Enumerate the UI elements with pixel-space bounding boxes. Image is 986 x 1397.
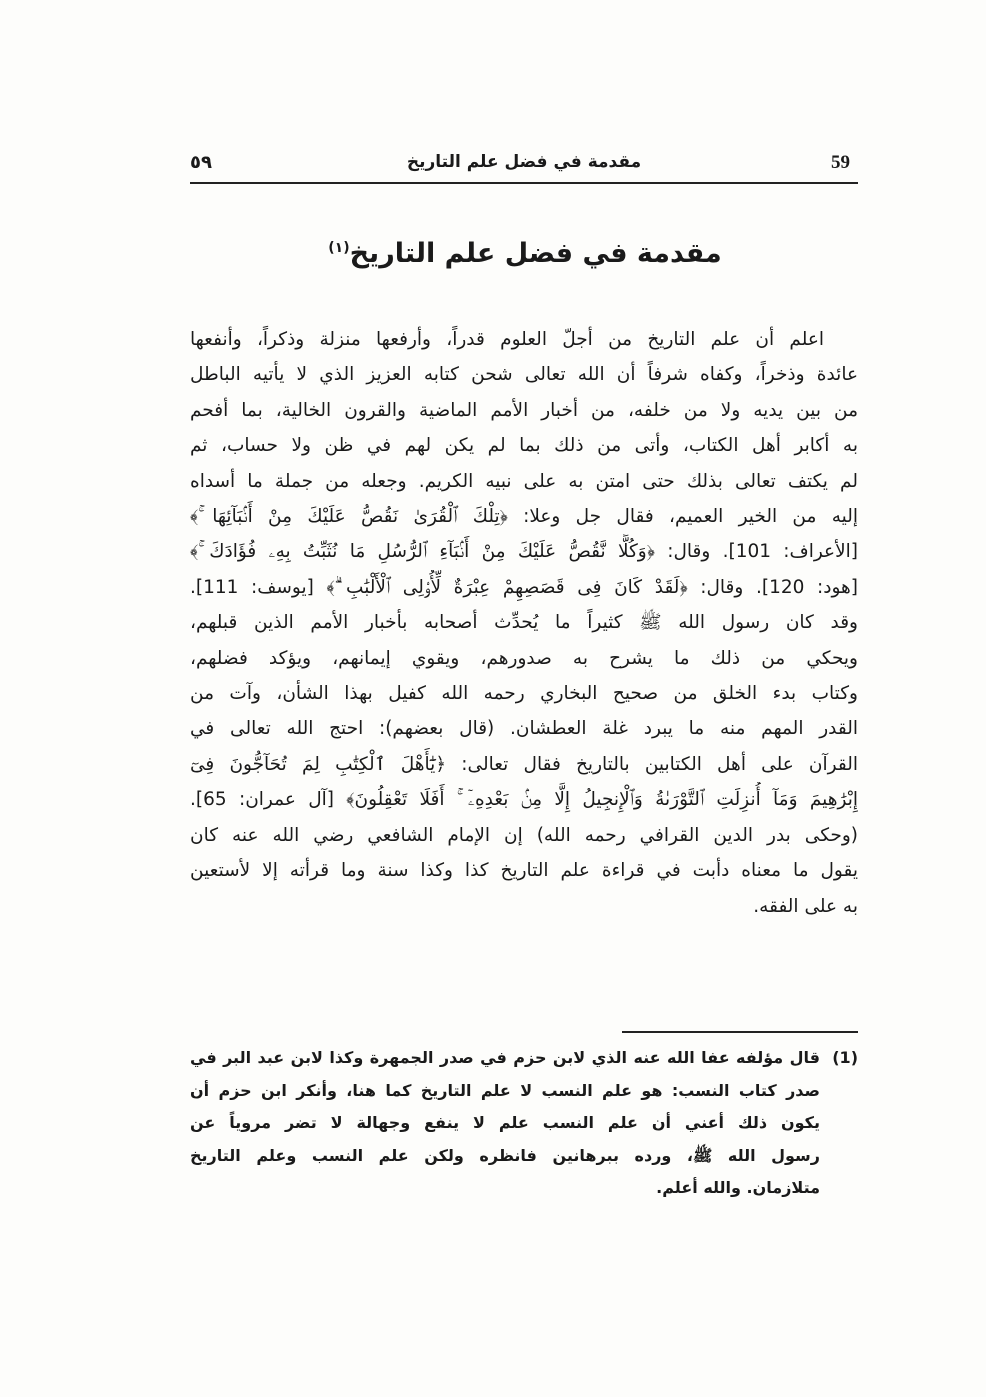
footnote-marker: (1) bbox=[832, 1048, 858, 1067]
body-line-quran: إليه من الخير العميم، فقال جل وعلا: ﴿تِلْكَ ٱلْقُرَىٰ نَقُصُّ عَلَيْكَ مِنْ أَنۢبَآئِهَا ۚ﴾ bbox=[190, 506, 858, 528]
body-line: به أكابر أهل الكتاب، وأتى من ذلك بما لم يكن لهم في ظن ولا حساب، ثم bbox=[190, 435, 858, 457]
footnote-separator bbox=[622, 1031, 858, 1033]
chapter-title-text: مقدمة في فضل علم التاريخ bbox=[349, 238, 722, 269]
body-line-quran: [هود: 120]. وقال: ﴿لَقَدْ كَانَ فِى قَصَصِهِمْ عِبْرَةٌ لِّأُو۟لِى ٱلْأَلْبَٰبِ ۗ﴾ [يوسف: 111]. bbox=[190, 576, 858, 598]
body-line: وقد كان رسول الله ﷺ كثيراً ما يُحدِّث أصحابه بأخبار الأمم الذين قبلهم، bbox=[190, 612, 858, 634]
body-line: من بين يديه ولا من خلفه، من أخبار الأمم الماضية والقرون الخالية، بما أفحم bbox=[190, 399, 858, 421]
header-rule bbox=[190, 182, 858, 184]
body-line: (وحكى بدر الدين القرافي رحمه الله) إن الإمام الشافعي رضي الله عنه كان bbox=[190, 824, 858, 846]
footnote-line: متلازمان. والله أعلم. bbox=[656, 1178, 820, 1197]
footnote-line: (1)قال مؤلفه عفا الله عنه الذي لابن حزم في صدر الجمهرة وكذا لابن عبد البر في bbox=[190, 1042, 858, 1075]
footnote-line: صدر كتاب النسب: هو علم النسب لا علم التاريخ كما هنا، وأنكر ابن حزم أن bbox=[190, 1080, 820, 1100]
body-line: لم يكتف تعالى بذلك حتى امتن به على نبيه الكريم. وجعله من جملة ما أسداه bbox=[190, 470, 858, 492]
body-line: اعلم أن علم التاريخ من أجلّ العلوم قدراً، وأرفعها منزلة وذكراً، وأنفعها bbox=[190, 329, 824, 350]
footnote bbox=[190, 1042, 858, 1205]
footnote-line: رسول الله ﷺ، ورده ببرهانين فانظره ولكن علم النسب وعلم التاريخ bbox=[190, 1145, 820, 1165]
chapter-title bbox=[190, 238, 858, 269]
body-line: القدر المهم منه ما يبرد غلة العطشان. (قال بعضهم): احتج الله تعالى في bbox=[190, 718, 858, 740]
page-number-latin: 59 bbox=[831, 152, 850, 173]
running-header bbox=[190, 150, 858, 184]
body-line-quran: إِبْرَٰهِيمَ وَمَآ أُنزِلَتِ ٱلتَّوْرَىٰةُ وَٱلْإِنجِيلُ إِلَّا مِنۢ بَعْدِهِۦٓ ۚ أَفَلَا تَعْقِلُونَ﴾ [آل عمران: 65]. bbox=[190, 789, 858, 811]
body-line: به على الفقه. bbox=[753, 895, 858, 917]
body-line-quran: القرآن على أهل الكتابين بالتاريخ فقال تعالى: ﴿يَٰٓأَهْلَ ٱلْكِتَٰبِ لِمَ تُحَآجُّونَ فِىٓ bbox=[190, 753, 858, 775]
body-line: يقول ما معناه دأبت في قراءة علم التاريخ كذا وكذا سنة وما قرأته إلا لأستعين bbox=[190, 860, 858, 882]
body-line: عائدة وذخراً، وكفاه شرفاً أن الله تعالى شحن كتابه العزيز الذي لا يأتيه الباطل bbox=[190, 364, 858, 386]
footnote-line: يكون ذلك أعني أن علم النسب علم لا ينفع وجهالة لا تضر مروياً عن bbox=[190, 1113, 820, 1132]
body-line: ويحكي من ذلك ما يشرح به صدورهم، ويقوي إيمانهم، ويؤكد فضلهم، bbox=[190, 647, 858, 669]
page-number-arabic: ٥٩ bbox=[190, 152, 212, 173]
body-line-quran: [الأعراف: 101]. وقال: ﴿وَكُلًّا نَّقُصُّ عَلَيْكَ مِنْ أَنۢبَآءِ ٱلرُّسُلِ مَا نُثَبِّتُ بِهِۦ فُؤَادَكَ ۚ﴾ bbox=[190, 541, 858, 563]
footnote-reference: (١) bbox=[328, 240, 350, 256]
body-text bbox=[190, 322, 858, 924]
body-line: وكتاب بدء الخلق من صحيح البخاري رحمه الله كفيل بهذا الشأن، وآت من bbox=[190, 683, 858, 705]
running-header-title: مقدمة في فضل علم التاريخ bbox=[406, 152, 642, 172]
